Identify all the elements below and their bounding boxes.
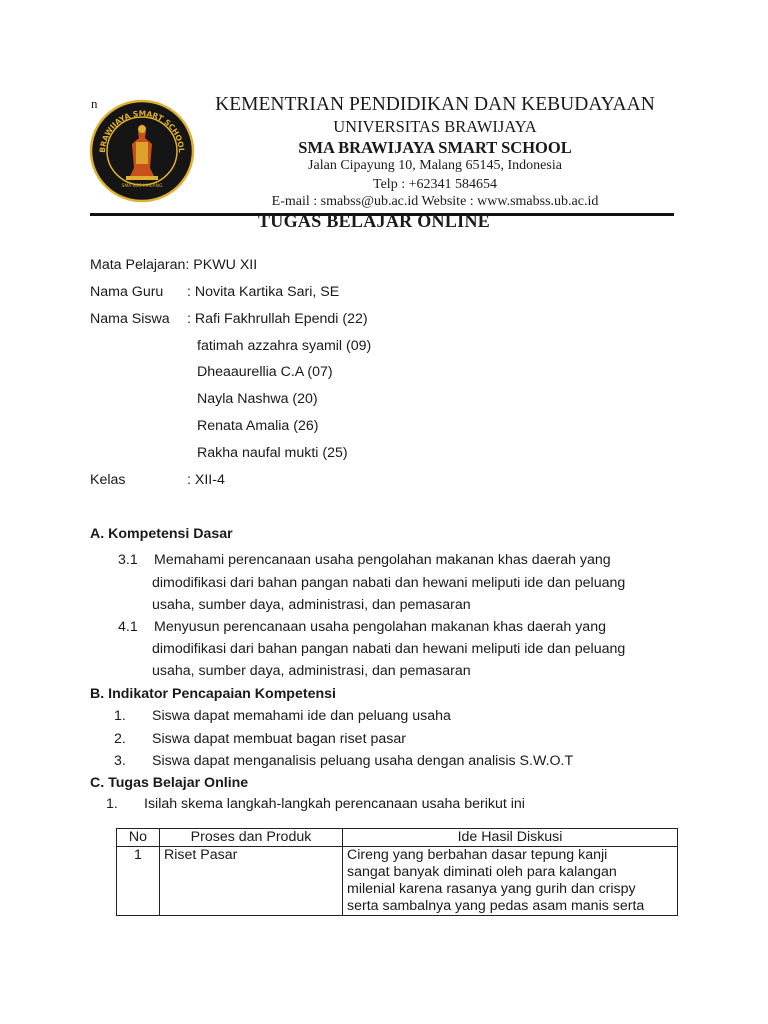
table-cell-idea: [343, 847, 678, 916]
section-c-heading: C. Tugas Belajar Online: [90, 775, 249, 791]
student-label: Nama Siswa: [90, 311, 170, 327]
table-header-cell: Ide Hasil Diskusi: [343, 829, 678, 847]
table-header-row: [117, 829, 678, 847]
school-logo: [88, 98, 196, 204]
teacher-value: : Novita Kartika Sari, SE: [187, 284, 340, 300]
phone: Telp : +62341 584654: [373, 177, 497, 192]
kd-text: usaha, sumber daya, administrasi, dan pemasaran: [152, 597, 471, 613]
kd-text: Memahami perencanaan usaha pengolahan makanan khas daerah yang: [154, 552, 611, 568]
kd-number: 3.1: [118, 552, 138, 568]
table-header-cell: Proses dan Produk: [160, 829, 343, 847]
indicator-number: 2.: [114, 731, 126, 747]
logo-bottom-text: SMA BSS MALANG: [121, 184, 163, 189]
page-title: TUGAS BELAJAR ONLINE: [258, 211, 491, 231]
kd-number: 4.1: [118, 619, 138, 635]
subject-line: Mata Pelajaran: PKWU XII: [90, 257, 258, 273]
kd-text: usaha, sumber daya, administrasi, dan pemasaran: [152, 663, 471, 679]
indicator-text: Siswa dapat membuat bagan riset pasar: [152, 731, 406, 747]
indicator-number: 3.: [114, 753, 126, 769]
kd-text: Menyusun perencanaan usaha pengolahan makanan khas daerah yang: [154, 619, 606, 635]
idea-line: milenial karena rasanya yang gurih dan crispy: [347, 881, 636, 897]
section-b-heading: B. Indikator Pencapaian Kompetensi: [90, 686, 336, 702]
indicator-text: Siswa dapat memahami ide dan peluang usaha: [152, 708, 451, 724]
logo-ring-text: BRAWIJAYA SMART SCHOOL: [97, 108, 187, 154]
idea-line: sangat banyak diminati oleh para kalangan: [347, 864, 617, 880]
idea-line: Cireng yang berbahan dasar tepung kanji: [347, 847, 608, 863]
student-name: fatimah azzahra syamil (09): [197, 338, 372, 354]
indicator-text: Siswa dapat menganalisis peluang usaha dengan analisis S.W.O.T: [152, 753, 574, 769]
kd-text: dimodifikasi dari bahan pangan nabati dan hewani meliputi ide dan peluang: [152, 641, 626, 657]
indicator-number: 1.: [114, 708, 126, 724]
kd-text: dimodifikasi dari bahan pangan nabati dan hewani meliputi ide dan peluang: [152, 575, 626, 591]
teacher-label: Nama Guru: [90, 284, 164, 300]
student-first: : Rafi Fakhrullah Ependi (22): [187, 311, 368, 327]
task-text: Isilah skema langkah-langkah perencanaan usaha berikut ini: [144, 796, 525, 812]
table-header-cell: No: [117, 829, 160, 847]
student-name: Rakha naufal mukti (25): [197, 445, 348, 461]
class-label: Kelas: [90, 472, 126, 488]
stray-mark: n: [91, 96, 98, 111]
table-cell-process: Riset Pasar: [160, 847, 343, 916]
university-name: UNIVERSITAS BRAWIJAYA: [333, 117, 537, 136]
table-cell-no: 1: [117, 847, 160, 916]
table-row: [117, 847, 678, 916]
student-name: Renata Amalia (26): [197, 418, 319, 434]
ministry-name: KEMENTRIAN PENDIDIKAN DAN KEBUDAYAAN: [215, 94, 655, 115]
address: Jalan Cipayung 10, Malang 65145, Indonesia: [308, 158, 562, 173]
student-name: Dheaaurellia C.A (07): [197, 364, 333, 380]
class-value: : XII-4: [187, 472, 225, 488]
idea-line: serta sambalnya yang pedas asam manis serta: [347, 898, 645, 914]
planning-table: [116, 828, 678, 916]
task-number: 1.: [106, 796, 118, 812]
student-name: Nayla Nashwa (20): [197, 391, 318, 407]
email-website: E-mail : smabss@ub.ac.id Website : www.smabss.ub.ac.id: [271, 194, 599, 209]
section-a-heading: A. Kompetensi Dasar: [90, 526, 233, 542]
school-name: SMA BRAWIJAYA SMART SCHOOL: [298, 138, 572, 157]
